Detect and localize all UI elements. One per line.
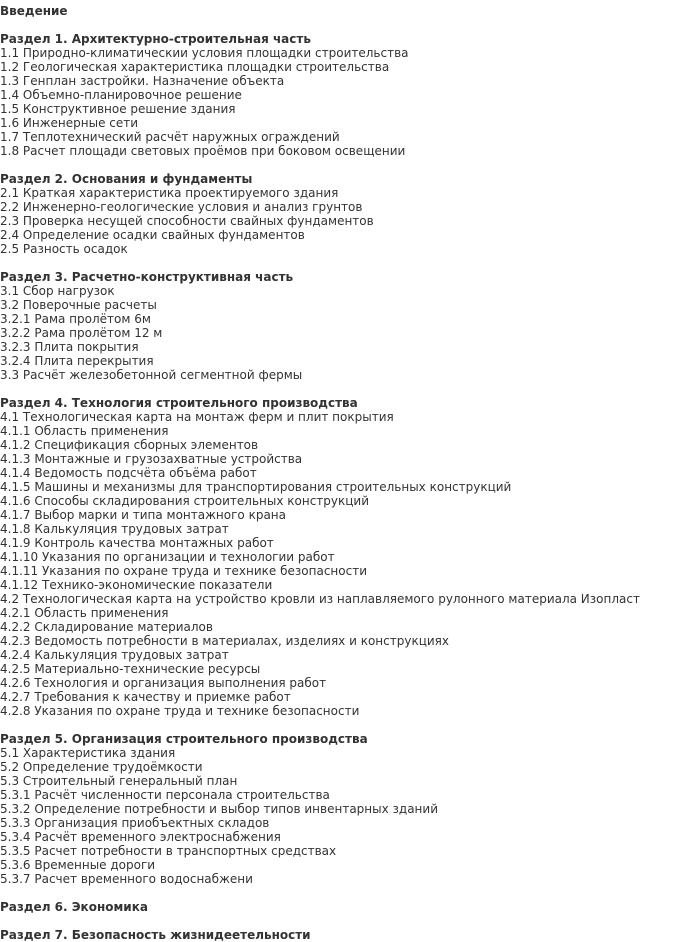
section-heading: Раздел 1. Архитектурно-строительная часть: [0, 32, 311, 46]
toc-item: 4.1.4 Ведомость подсчёта объёма работ: [0, 466, 257, 480]
toc-item: 4.1.10 Указания по организации и технологии работ: [0, 550, 335, 564]
toc-item: 3.2.3 Плита покрытия: [0, 340, 139, 354]
toc-item: 4.2 Технологическая карта на устройство кровли из наплавляемого рулонного материала Изопласт: [0, 592, 640, 606]
toc-item: 1.8 Расчет площади световых проёмов при боковом освещении: [0, 144, 406, 158]
spacer: [0, 718, 700, 732]
toc-item: 3.3 Расчёт железобетонной сегментной фермы: [0, 368, 303, 382]
toc-item: 2.2 Инженерно-геологические условия и анализ грунтов: [0, 200, 363, 214]
toc-item: 2.5 Разность осадок: [0, 242, 128, 256]
section-heading: Раздел 6. Экономика: [0, 900, 148, 914]
sections-container: [0, 32, 700, 942]
toc-item: 4.2.3 Ведомость потребности в материалах, изделиях и конструкциях: [0, 634, 449, 648]
section-heading: Раздел 2. Основания и фундаменты: [0, 172, 253, 186]
section-heading: Раздел 7. Безопасность жизнидеетельности: [0, 928, 311, 942]
toc-item: 5.2 Определение трудоёмкости: [0, 760, 203, 774]
toc-item: 1.1 Природно-климатическии условия площадки строительства: [0, 46, 409, 60]
toc-item: 5.3 Строительный генеральный план: [0, 774, 238, 788]
toc-item: 5.3.1 Расчёт численности персонала строительства: [0, 788, 330, 802]
toc-item: 4.2.1 Область применения: [0, 606, 169, 620]
toc-item: 1.7 Теплотехнический расчёт наружных ограждений: [0, 130, 340, 144]
toc-item: 4.2.5 Материально-технические ресурсы: [0, 662, 261, 676]
toc-item: 4.2.2 Складирование материалов: [0, 620, 213, 634]
toc-item: 5.3.3 Организация приобъектных складов: [0, 816, 270, 830]
toc-item: 5.3.4 Расчёт временного электроснабжения: [0, 830, 281, 844]
toc-item: 3.2.1 Рама пролётом 6м: [0, 312, 151, 326]
toc-item: 5.3.6 Временные дороги: [0, 858, 156, 872]
toc-item: 1.6 Инженерные сети: [0, 116, 139, 130]
toc-item: 2.1 Краткая характеристика проектируемого здания: [0, 186, 339, 200]
spacer: [0, 158, 700, 172]
toc-item: 4.2.6 Технология и организация выполнения работ: [0, 676, 327, 690]
toc-item: 4.1.12 Технико-экономические показатели: [0, 578, 273, 592]
intro-heading: Введение: [0, 4, 68, 18]
section-block: [0, 172, 700, 270]
toc-item: 5.1 Характеристика здания: [0, 746, 176, 760]
section-block: [0, 32, 700, 172]
toc-item: 4.1.11 Указания по охране труда и технике безопасности: [0, 564, 367, 578]
toc-item: 3.2 Поверочные расчеты: [0, 298, 157, 312]
toc-item: 1.5 Конструктивное решение здания: [0, 102, 236, 116]
toc-item: 3.1 Сбор нагрузок: [0, 284, 115, 298]
toc-item: 5.3.5 Расчет потребности в транспортных средствах: [0, 844, 337, 858]
section-block: [0, 396, 700, 732]
spacer: [0, 886, 700, 900]
toc-item: 4.1.9 Контроль качества монтажных работ: [0, 536, 274, 550]
table-of-contents: [0, 4, 700, 942]
toc-item: 5.3.7 Расчет временного водоснабжени: [0, 872, 253, 886]
spacer: [0, 18, 700, 32]
toc-item: 4.1.3 Монтажные и грузозахватные устройства: [0, 452, 303, 466]
toc-item: 1.2 Геологическая характеристика площадки строительства: [0, 60, 390, 74]
toc-item: 4.2.7 Требования к качеству и приемке работ: [0, 690, 291, 704]
toc-item: 1.3 Генплан застройки. Назначение объекта: [0, 74, 285, 88]
toc-item: 4.2.4 Калькуляция трудовых затрат: [0, 648, 229, 662]
section-heading: Раздел 5. Организация строительного производства: [0, 732, 368, 746]
toc-item: 1.4 Объемно-планировочное решение: [0, 88, 242, 102]
toc-item: 4.1.7 Выбор марки и типа монтажного крана: [0, 508, 286, 522]
toc-item: 2.4 Определение осадки свайных фундаментов: [0, 228, 305, 242]
toc-item: 4.1.2 Спецификация сборных элементов: [0, 438, 259, 452]
spacer: [0, 256, 700, 270]
toc-item: 5.3.2 Определение потребности и выбор типов инвентарных зданий: [0, 802, 438, 816]
section-block: [0, 732, 700, 900]
toc-item: 4.1.6 Способы складирования строительных конструкций: [0, 494, 370, 508]
toc-item: 4.1.8 Калькуляция трудовых затрат: [0, 522, 229, 536]
toc-item: 3.2.2 Рама пролётом 12 м: [0, 326, 163, 340]
toc-item: 3.2.4 Плита перекрытия: [0, 354, 154, 368]
spacer: [0, 914, 700, 928]
toc-item: 4.1.1 Область применения: [0, 424, 169, 438]
toc-item: 2.3 Проверка несущей способности свайных фундаментов: [0, 214, 374, 228]
toc-item: 4.2.8 Указания по охране труда и технике безопасности: [0, 704, 360, 718]
section-heading: Раздел 4. Технология строительного производства: [0, 396, 358, 410]
spacer: [0, 382, 700, 396]
section-block: [0, 900, 700, 928]
toc-item: 4.1.5 Машины и механизмы для транспортирования строительных конструкций: [0, 480, 512, 494]
section-block: [0, 270, 700, 396]
toc-item: 4.1 Технологическая карта на монтаж ферм и плит покрытия: [0, 410, 394, 424]
section-block: [0, 928, 700, 942]
section-heading: Раздел 3. Расчетно-конструктивная часть: [0, 270, 294, 284]
